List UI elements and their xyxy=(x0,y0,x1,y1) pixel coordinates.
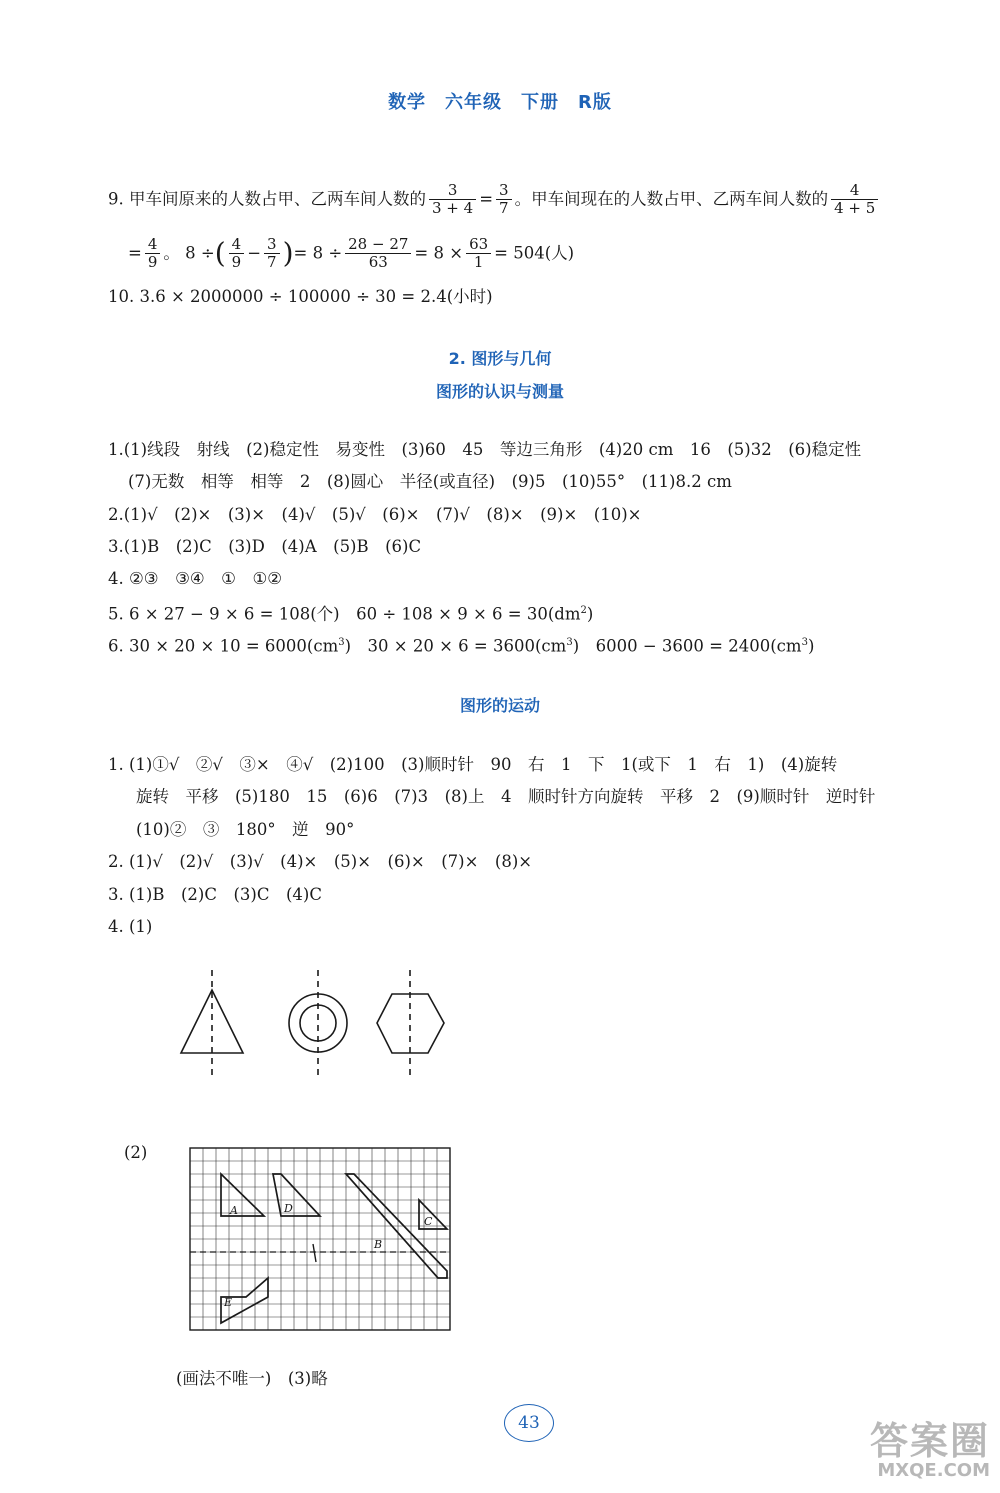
page-number: 43 xyxy=(504,1404,554,1442)
motion-answer-1: 1. (1)①√ ②√ ③× ④√ (2)100 (3)顺时针 90 右 1 下 1(或下 1 右 1) (4)旋转 xyxy=(108,755,838,774)
motion-section-title: 图形的运动 xyxy=(459,696,540,715)
motion-answer-1-cont2: (10)② ③ 180° 逆 90° xyxy=(136,820,355,839)
grid-figure xyxy=(186,1144,456,1334)
q9-fraction-6: $\frac{3}{7}$ xyxy=(264,236,280,271)
motion-answer-4-part2-label: (2) xyxy=(124,1143,148,1162)
inner-circle xyxy=(300,1005,336,1041)
q9-fraction-2: $\frac{3}{7}$ xyxy=(496,182,512,217)
motion-answer-2: 2. (1)√ (2)√ (3)√ (4)× (5)× (6)× (7)× (8)× xyxy=(108,852,533,871)
section-subtitle: 图形的认识与测量 xyxy=(435,382,564,401)
label-c: C xyxy=(424,1215,433,1228)
measure-answer-4: 4. ②③ ③④ ① ①② xyxy=(108,569,283,588)
measure-answer-5: 5. 6 × 27 − 9 × 6 = 108(个) $60 \div 108 \times 9 \times 6 = 30(dm^2)$ xyxy=(108,604,594,624)
q9-fraction-7: $\frac{28 - 27}{63}$ xyxy=(345,236,411,271)
short-line xyxy=(313,1244,316,1262)
measure-answer-6: 6. $30 \times 20 \times 10 = 6000(cm^3)$ $30 \times 20 \times 6 = 3600(cm^3)$ $6000 - 3600 = 2400(cm^3)$ xyxy=(108,636,815,656)
motion-answer-4-footer: (画法不唯一) (3)略 xyxy=(176,1369,328,1388)
motion-answer-3: 3. (1)B (2)C (3)C (4)C xyxy=(108,885,322,904)
triangle-shape xyxy=(181,990,243,1053)
left-paren: ( xyxy=(214,236,226,270)
right-paren: ) xyxy=(282,236,294,270)
label-a: A xyxy=(230,1204,238,1217)
q9-fraction-3: $\frac{4}{4 + 5}$ xyxy=(831,182,878,217)
q10-line: 10. 3.6 × 2000000 ÷ 100000 ÷ 30 = 2.4(小时) xyxy=(108,287,493,306)
measure-answer-3: 3.(1)B (2)C (3)D (4)A (5)B (6)C xyxy=(108,537,422,556)
motion-answer-1-cont: 旋转 平移 (5)180 15 (6)6 (7)3 (8)上 4 顺时针方向旋转 平移 2 (9)顺时针 逆时针 xyxy=(136,787,876,806)
q9-fraction-1: $\frac{3}{3 + 4}$ xyxy=(429,182,476,217)
q9-mid-text: 。甲车间现在的人数占甲、乙两车间人数的 xyxy=(514,189,829,209)
outer-circle xyxy=(289,994,347,1052)
measure-answer-2: 2.(1)√ (2)× (3)× (4)√ (5)√ (6)× (7)√ (8)× (9)× (10)× xyxy=(108,505,642,524)
q9-fraction-5: $\frac{4}{9}$ xyxy=(229,236,245,271)
shape-a xyxy=(221,1174,264,1216)
shape-d xyxy=(273,1174,320,1216)
watermark-logo: 答案圈 MXQE.COM xyxy=(869,1419,990,1481)
hexagon-shape xyxy=(377,994,444,1053)
label-d: D xyxy=(284,1202,293,1215)
q9-prefix: 9. 甲车间原来的人数占甲、乙两车间人数的 xyxy=(108,189,426,209)
q9-fraction-8: $\frac{63}{1}$ xyxy=(466,236,491,271)
q9-line2: = $\frac{4}{9}$ 。 8 ÷( $\frac{4}{9}$ − $\frac{3}{7}$ )= 8 ÷ $\frac{28 - 27}{63}$ = 8 × $\frac{63}{1}$ = 504(人) xyxy=(128,235,575,271)
page-header-title: 数学 六年级 下册 R版 xyxy=(388,92,612,113)
symmetry-figures xyxy=(170,965,460,1085)
label-b: B xyxy=(374,1238,383,1251)
motion-answer-4-label: 4. (1) xyxy=(108,917,153,936)
label-e: E xyxy=(224,1296,233,1309)
measure-answer-1-cont: (7)无数 相等 相等 2 (8)圆心 半径(或直径) (9)5 (10)55° (11)8.2 cm xyxy=(128,472,732,491)
q9-line1: 9. 甲车间原来的人数占甲、乙两车间人数的 $\frac{3}{3 + 4}$ = $\frac{3}{7}$ 。甲车间现在的人数占甲、乙两车间人数的 $\frac{4}{4 + 5}$ xyxy=(108,182,881,217)
q9-fraction-4: $\frac{4}{9}$ xyxy=(145,236,161,271)
section-title: 2. 图形与几何 xyxy=(448,349,552,368)
measure-answer-1: 1.(1)线段 射线 (2)稳定性 易变性 (3)60 45 等边三角形 (4)20 cm 16 (5)32 (6)稳定性 xyxy=(108,440,862,459)
